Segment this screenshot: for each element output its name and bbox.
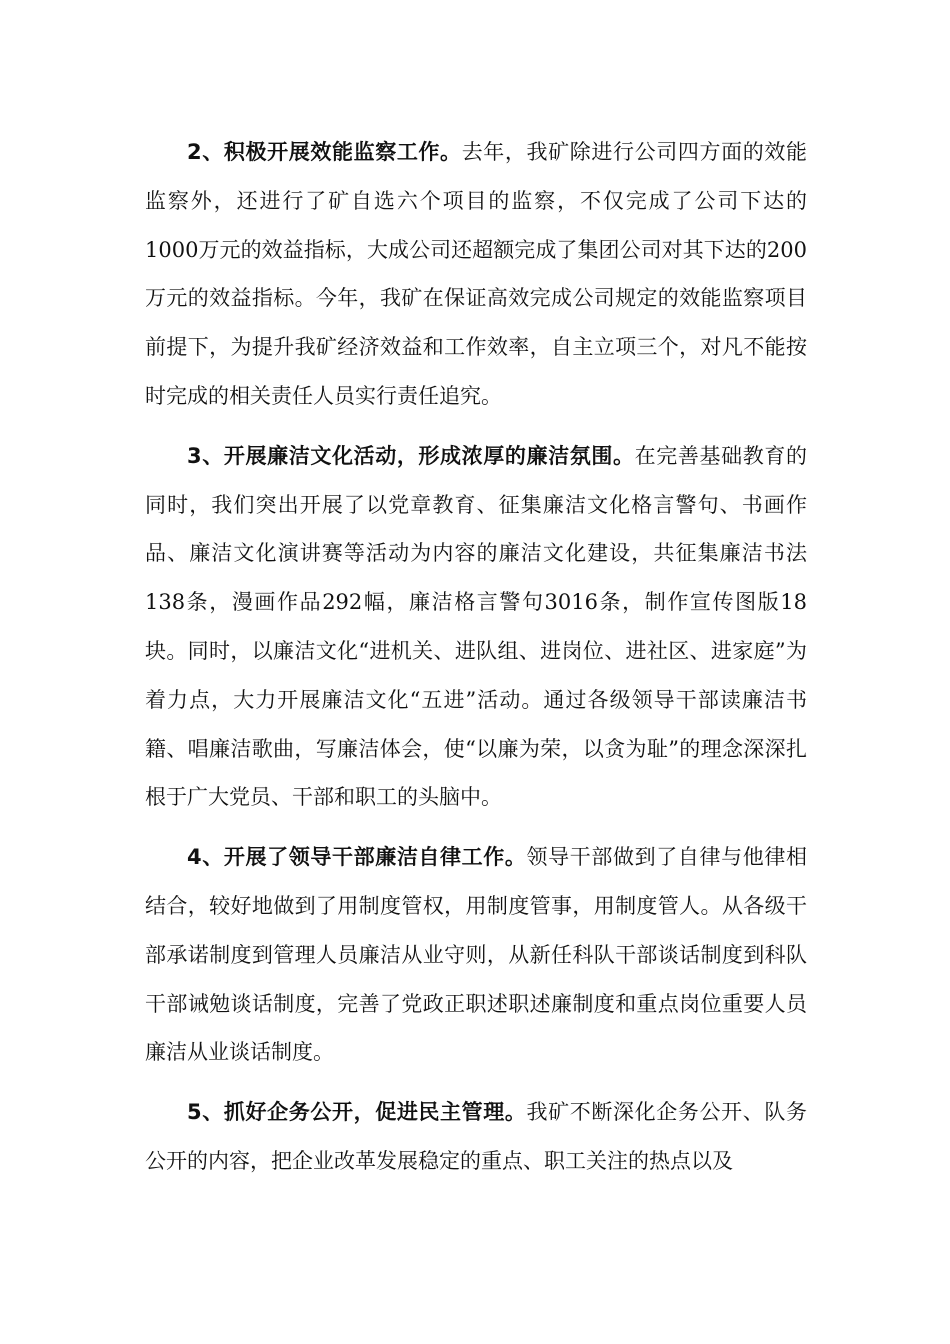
paragraph-text: 领导干部做到了自律与他律相结合，较好地做到了用制度管权，用制度管事，用制度管人。从各级干部承诺制度到管理人员廉洁从业守则，从新任科队干部谈话制度到科队干部诫勉谈话制度，完善了党政正职述职述廉制度和重点岗位重要人员廉洁从业谈话制度。 <box>145 845 807 1065</box>
paragraph-heading: 4、开展了领导干部廉洁自律工作。 <box>187 845 527 870</box>
paragraph-heading: 5、抓好企务公开，促进民主管理。 <box>187 1100 527 1125</box>
paragraph-integrity-culture <box>145 432 807 822</box>
paragraph-text: 我矿不断深化企务公开、队务公开的内容，把企业改革发展稳定的重点、职工关注的热点以及 <box>145 1100 807 1173</box>
paragraph-heading: 2、积极开展效能监察工作。 <box>187 140 462 164</box>
paragraph-efficiency-supervision <box>145 128 807 421</box>
paragraph-text: 去年，我矿除进行公司四方面的效能监察外，还进行了矿自选六个项目的监察，不仅完成了公司下达的1000万元的效益指标，大成公司还超额完成了集团公司对其下达的200万元的效益指标。今年，我矿在保证高效完成公司规定的效能监察项目前提下，为提升我矿经济效益和工作效率，自主立项三个，对凡不能按时完成的相关责任人员实行责任追究。 <box>145 140 807 408</box>
paragraph-affairs-disclosure <box>145 1088 807 1186</box>
paragraph-leader-self-discipline <box>145 833 807 1077</box>
document-body <box>145 128 807 1197</box>
paragraph-heading: 3、开展廉洁文化活动，形成浓厚的廉洁氛围。 <box>187 443 635 468</box>
paragraph-text: 在完善基础教育的同时，我们突出开展了以党章教育、征集廉洁文化格言警句、书画作品、廉洁文化演讲赛等活动为内容的廉洁文化建设，共征集廉洁书法138条，漫画作品292幅，廉洁格言警句3016条，制作宣传图版18块。同时，以廉洁文化“进机关、进队组、进岗位、进社区、进家庭”为着力点，大力开展廉洁文化“五进”活动。通过各级领导干部读廉洁书籍、唱廉洁歌曲，写廉洁体会，使“以廉为荣，以贪为耻”的理念深深扎根于广大党员、干部和职工的头脑中。 <box>145 443 807 810</box>
